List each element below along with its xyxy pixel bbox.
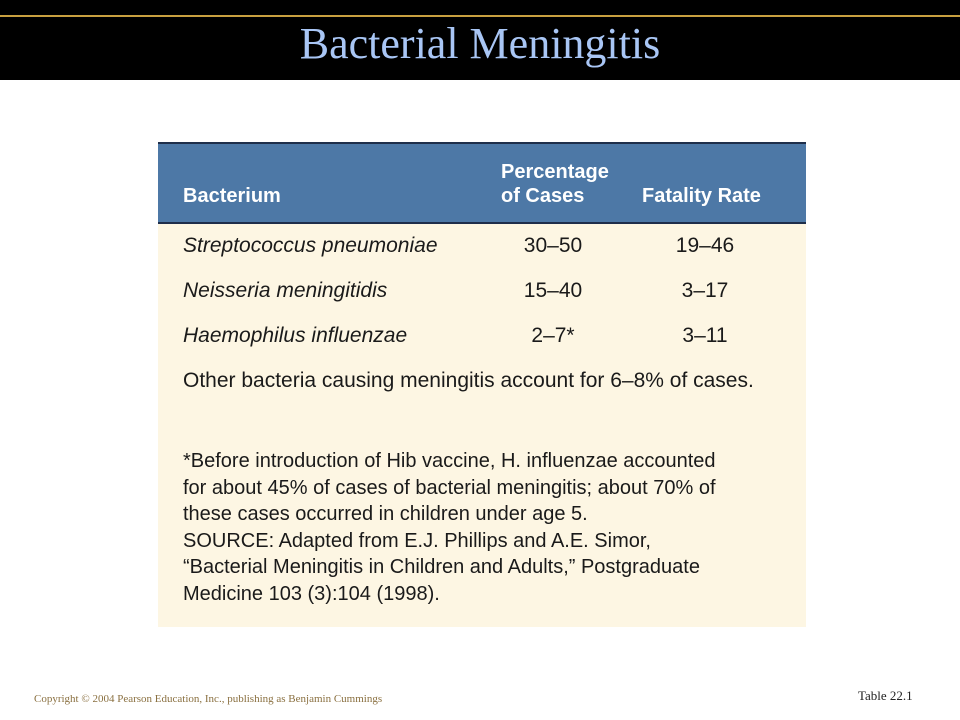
header-percentage — [501, 160, 641, 208]
table-footnote — [183, 448, 793, 607]
bacterium-name: Streptococcus pneumoniae — [183, 234, 438, 257]
table-number-label: Table 22.1 — [858, 688, 913, 703]
header-percentage-line1: Percentage — [501, 161, 609, 183]
meningitis-table — [158, 142, 806, 627]
table-header — [158, 144, 806, 224]
percentage-cell: 15–40 — [523, 279, 583, 302]
slide-title: Bacterial Meningitis — [299, 19, 661, 68]
title-bar — [0, 0, 960, 80]
table-row — [158, 231, 806, 261]
footnote-line: SOURCE: Adapted from E.J. Phillips and A.E. Simor, — [183, 529, 651, 552]
footnote-line: for about 45% of cases of bacterial meningitis; about 70% of — [183, 476, 716, 499]
fatality-cell: 3–11 — [682, 324, 728, 347]
other-bacteria-note: Other bacteria causing meningitis account for 6–8% of cases. — [183, 369, 754, 392]
footnote-line: these cases occurred in children under age 5. — [183, 503, 588, 525]
footnote-line: Medicine 103 (3):104 (1998). — [183, 582, 440, 605]
fatality-cell: 19–46 — [675, 234, 735, 257]
table-row — [158, 276, 806, 306]
header-percentage-line2: of Cases — [501, 185, 585, 207]
percentage-cell: 30–50 — [523, 234, 583, 257]
fatality-cell: 3–17 — [681, 279, 729, 302]
table-row — [158, 321, 806, 351]
footnote-line: “Bacterial Meningitis in Children and Adults,” Postgraduate — [183, 556, 700, 578]
footnote-line: *Before introduction of Hib vaccine, H. influenzae accounted — [183, 450, 716, 472]
header-fatality-rate: Fatality Rate — [642, 185, 761, 207]
copyright-notice: Copyright © 2004 Pearson Education, Inc., publishing as Benjamin Cummings — [34, 693, 383, 705]
bacterium-name: Haemophilus influenzae — [183, 324, 408, 347]
header-bacterium: Bacterium — [183, 185, 281, 207]
bacterium-name: Neisseria meningitidis — [183, 279, 388, 302]
percentage-cell: 2–7* — [531, 324, 575, 347]
